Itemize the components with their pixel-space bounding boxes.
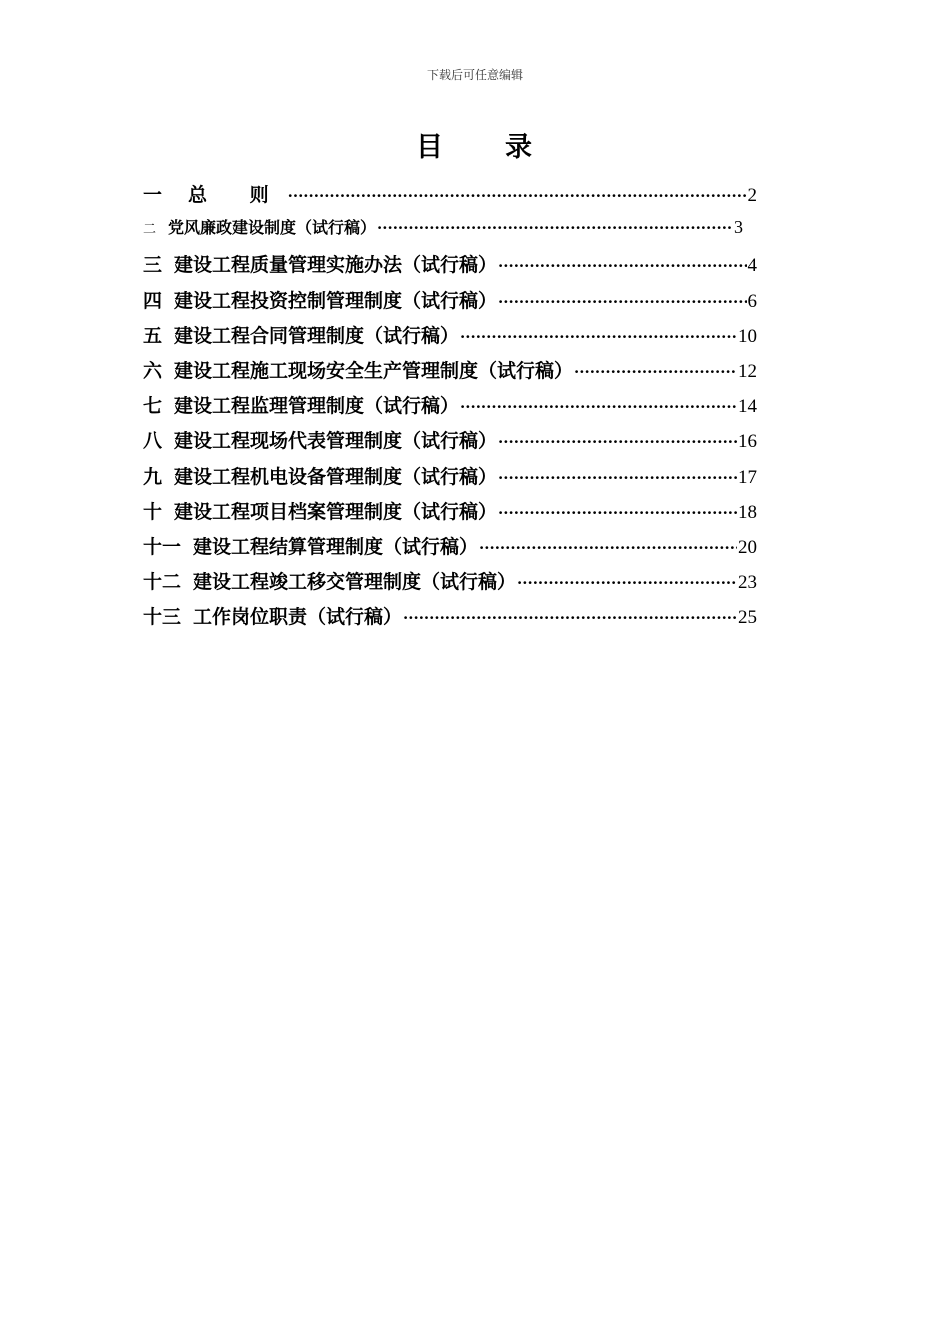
toc-entry-label: 建设工程投资控制管理制度（试行稿） [174,289,498,312]
toc-entry-number: 六 [143,359,163,382]
toc-leader-dots [377,219,733,237]
toc-title-left: 目 [416,132,445,163]
toc-entry-page: 14 [738,396,757,418]
toc-leader-dots [498,257,746,275]
toc-leader-dots [498,433,737,451]
toc-entry[interactable] [143,356,757,391]
toc-leader-dots [460,328,737,346]
toc-entry-label: 总 则 [188,184,287,206]
toc-entry-number: 十二 [143,571,182,594]
toc-entry-page: 10 [738,325,757,347]
toc-entry[interactable] [143,602,757,637]
toc-entry-page: 18 [738,501,757,523]
toc-entry-label: 建设工程施工现场安全生产管理制度（试行稿） [174,359,574,382]
toc-leader-dots [498,504,737,522]
toc-leader-dots [574,363,737,381]
toc-entry-number: 十三 [143,606,182,629]
toc-entry[interactable] [143,391,757,426]
toc-entry-label: 建设工程竣工移交管理制度（试行稿） [193,571,517,594]
header-note: 下载后可任意编辑 [426,68,523,82]
toc-leader-dots [460,398,737,416]
toc-entry-number: 二 [143,222,157,238]
toc-entry-label: 建设工程合同管理制度（试行稿） [174,324,460,347]
toc-entry[interactable] [143,462,757,497]
toc-entry-page: 23 [738,572,757,594]
toc-entry[interactable] [143,567,757,602]
toc-entry-page: 25 [738,607,757,629]
toc-entry[interactable] [143,321,757,356]
toc-entry[interactable] [143,215,743,250]
toc-entry-number: 十一 [143,535,182,558]
toc-leader-dots [403,609,737,627]
toc-entry-number: 五 [143,324,163,347]
toc-title [0,125,950,164]
toc-entry[interactable] [143,250,757,285]
toc-entry-number: 九 [143,465,163,488]
toc-leader-dots [517,574,737,592]
toc-entry-label: 建设工程现场代表管理制度（试行稿） [174,430,498,453]
toc-entry-label: 建设工程质量管理实施办法（试行稿） [174,254,498,277]
toc-entry-number: 三 [143,254,163,277]
toc-entry-number: 十 [143,500,163,523]
toc-title-right: 录 [505,132,534,163]
toc-entry-page: 3 [734,217,743,238]
toc-entry-number: 八 [143,430,163,453]
toc-entry-label: 工作岗位职责（试行稿） [193,606,403,629]
toc-entry-number: 一 [143,184,163,206]
toc-entry-page: 20 [738,536,757,558]
toc-leader-dots [498,293,746,311]
toc-entry-page: 2 [747,185,757,206]
toc-entry[interactable] [143,532,757,567]
toc-entry-label: 建设工程结算管理制度（试行稿） [193,535,479,558]
table-of-contents [143,180,757,637]
toc-leader-dots [498,469,737,487]
toc-entry-page: 4 [747,255,757,277]
toc-entry[interactable] [143,286,757,321]
toc-entry-page: 16 [738,431,757,453]
toc-entry[interactable] [143,497,757,532]
toc-entry-number: 四 [143,289,163,312]
toc-entry-label: 建设工程监理管理制度（试行稿） [174,395,460,418]
toc-entry-label: 建设工程机电设备管理制度（试行稿） [174,465,498,488]
toc-entry-page: 6 [747,290,757,312]
toc-entry-page: 17 [738,466,757,488]
toc-entry-number: 七 [143,395,163,418]
toc-leader-dots [479,539,737,557]
toc-leader-dots [288,187,747,205]
toc-entry[interactable] [143,426,757,461]
toc-entry-page: 12 [738,360,757,382]
toc-entry-label: 建设工程项目档案管理制度（试行稿） [174,500,498,523]
toc-entry-label: 党风廉政建设制度（试行稿） [168,218,377,238]
toc-entry[interactable] [143,180,757,215]
